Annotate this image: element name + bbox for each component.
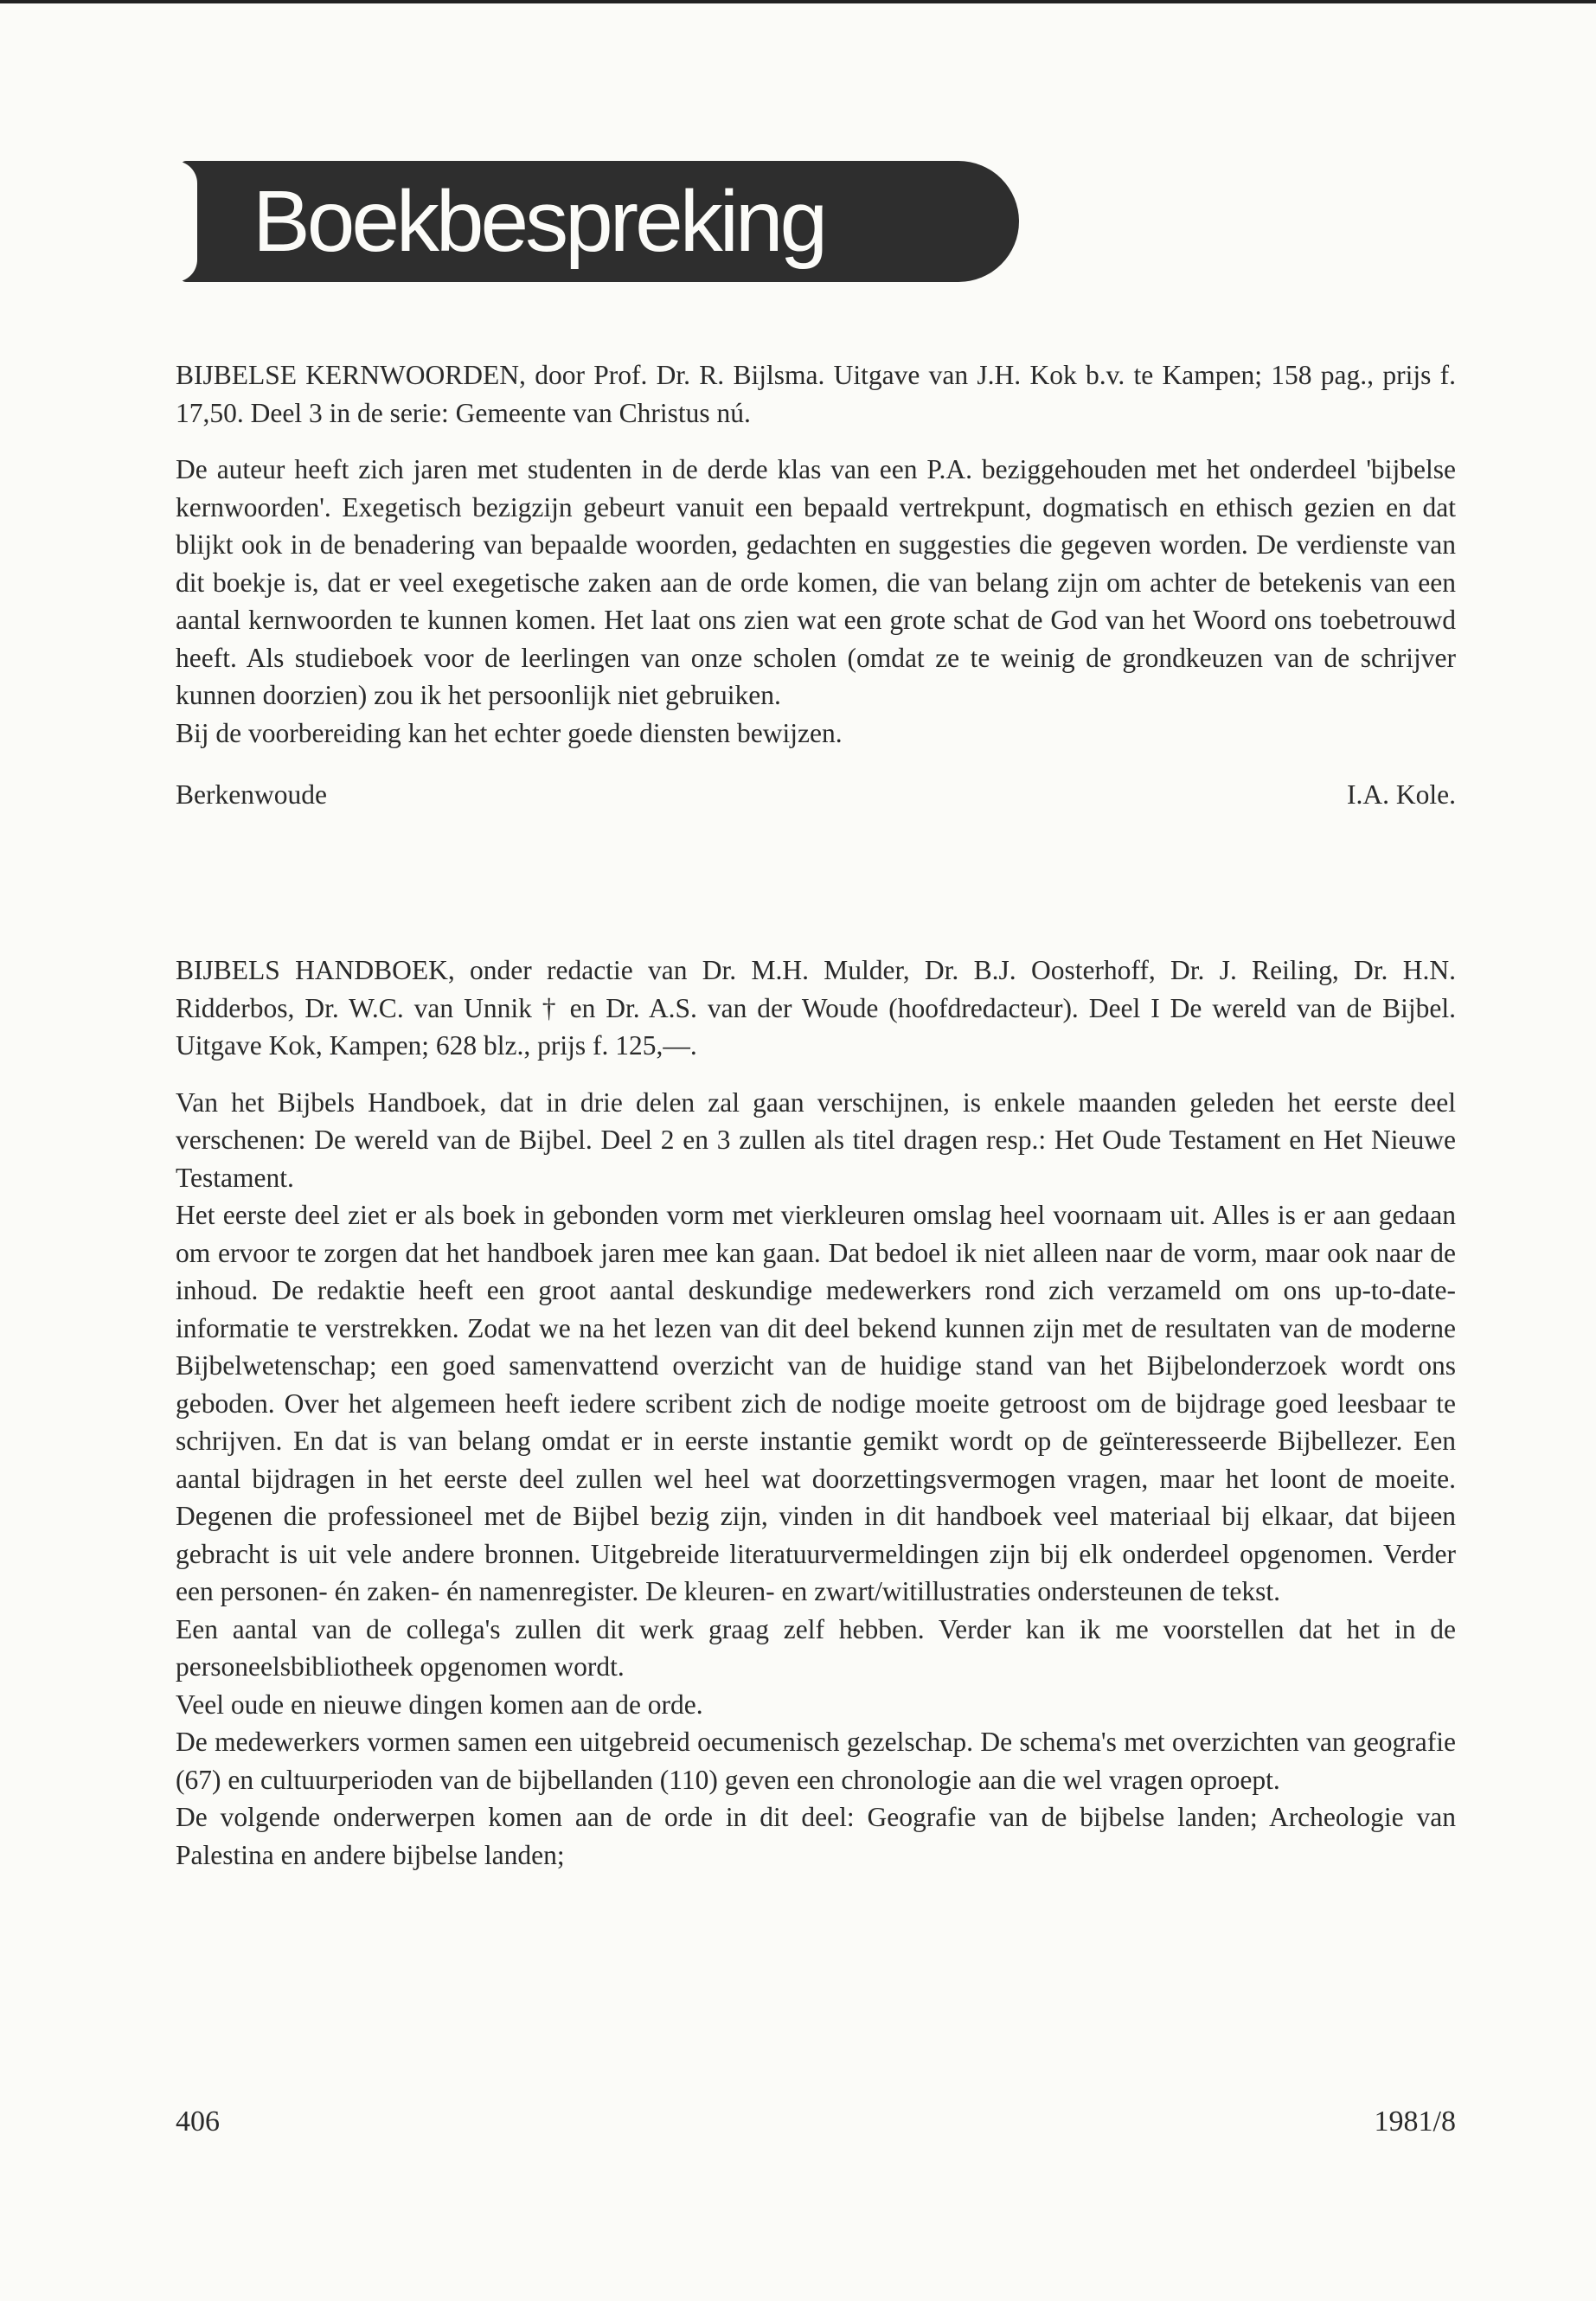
banner-notch <box>175 161 197 282</box>
review-bijbelse-kernwoorden <box>176 356 1456 814</box>
review2-paragraph-1: Van het Bijbels Handboek, dat in drie delen zal gaan verschijnen, is enkele maanden geleden het eerste deel verschenen: De wereld van de Bijbel. Deel 2 en 3 zullen als titel dragen resp.: Het Oude Testament en Het Nieuwe Testament. <box>176 1086 1456 1193</box>
page-number: 406 <box>176 2106 220 2138</box>
top-border <box>0 0 1596 3</box>
review1-citation: BIJBELSE KERNWOORDEN, door Prof. Dr. R. Bijlsma. Uitgave van J.H. Kok b.v. te Kampen; 158 pag., prijs f. 17,50. Deel 3 in de serie: Gemeente van Christus nú. <box>176 360 1456 428</box>
review2-paragraph-3: Een aantal van de collega's zullen dit werk graag zelf hebben. Verder kan ik me voorstellen dat het in de personeelsbibliotheek opgenomen wordt. <box>176 1613 1456 1682</box>
section-title: Boekbespreking <box>253 173 825 270</box>
review2-paragraph-6: De volgende onderwerpen komen aan de orde in dit deel: Geografie van de bijbelse landen; Archeologie van Palestina en andere bijbelse landen; <box>176 1802 1456 1870</box>
review2-citation: BIJBELS HANDBOEK, onder redactie van Dr. M.H. Mulder, Dr. B.J. Oosterhoff, Dr. J. Reiling, Dr. H.N. Ridderbos, Dr. W.C. van Unnik † en Dr. A.S. van der Woude (hoofdredacteur). Deel I De wereld van de Bijbel. Uitgave Kok, Kampen; 628 blz., prijs f. 125,—. <box>176 955 1456 1061</box>
review2-paragraph-4: Veel oude en nieuwe dingen komen aan de orde. <box>176 1689 703 1720</box>
review1-closing: Bij de voorbereiding kan het echter goede diensten bewijzen. <box>176 717 843 748</box>
issue-number: 1981/8 <box>1374 2106 1456 2138</box>
review1-signature <box>176 776 1456 814</box>
review2-paragraph-5: De medewerkers vormen samen een uitgebreid oecumenisch gezelschap. De schema's met overzichten van geografie (67) en cultuurperioden van de bijbellanden (110) geven een chronologie aan die wel vragen oproept. <box>176 1727 1456 1795</box>
review1-author: I.A. Kole. <box>1347 779 1456 810</box>
review1-body: De auteur heeft zich jaren met studenten in de derde klas van een P.A. beziggehouden met het onderdeel 'bijbelse kernwoorden'. Exegetisch bezigzijn gebeurt vanuit een bepaald vertrekpunt, dogmatisch en ethisch gezien en dat blijkt ook in de benadering van bepaalde woorden, gedachten en suggesties die gegeven worden. De verdienste van dit boekje is, dat er veel exegetische zaken aan de orde komen, die van belang zijn om achter de betekenis van een aantal kernwoorden te kunnen komen. Het laat ons zien wat een grote schat de God van het Woord ons toebetrouwd heeft. Als studieboek voor de leerlingen van onze scholen (omdat ze te weinig de grondkeuzen van de schrijver kunnen doorzien) zou ik het persoonlijk niet gebruiken. <box>176 454 1456 710</box>
page-footer <box>176 2106 1456 2138</box>
section-banner <box>180 161 1019 282</box>
review1-place: Berkenwoude <box>176 779 327 810</box>
review2-paragraph-2: Het eerste deel ziet er als boek in gebonden vorm met vierkleuren omslag heel voornaam uit. Alles is er aan gedaan om ervoor te zorgen dat het handboek jaren mee kan gaan. Dat bedoel ik niet alleen naar de vorm, maar ook naar de inhoud. De redaktie heeft een groot aantal deskundige medewerkers rond zich verzameld om ons up-to-date-informatie te verstrekken. Zodat we na het lezen van dit deel bekend kunnen zijn met de resultaten van de moderne Bijbelwetenschap; een goed samenvattend overzicht van de huidige stand van het Bijbelonderzoek wordt ons geboden. Over het algemeen heeft iedere scribent zich de nodige moeite getroost om de bijdrage goed leesbaar te schrijven. En dat is van belang omdat er in eerste instantie gemikt wordt op de geïnteresseerde Bijbellezer. Een aantal bijdragen in het eerste deel zullen wel heel wat doorzettingsvermogen vragen, maar het loont de moeite. Degenen die professioneel met de Bijbel bezig zijn, vinden in dit handboek veel materiaal bij elkaar, dat bijeen gebracht is uit vele andere bronnen. Uitgebreide literatuurvermeldingen zijn bij elk onderdeel opgenomen. Verder een personen- én zaken- én namenregister. De kleuren- en zwart/witillustraties ondersteunen de tekst. <box>176 1200 1456 1606</box>
review-bijbels-handboek <box>176 952 1456 1874</box>
